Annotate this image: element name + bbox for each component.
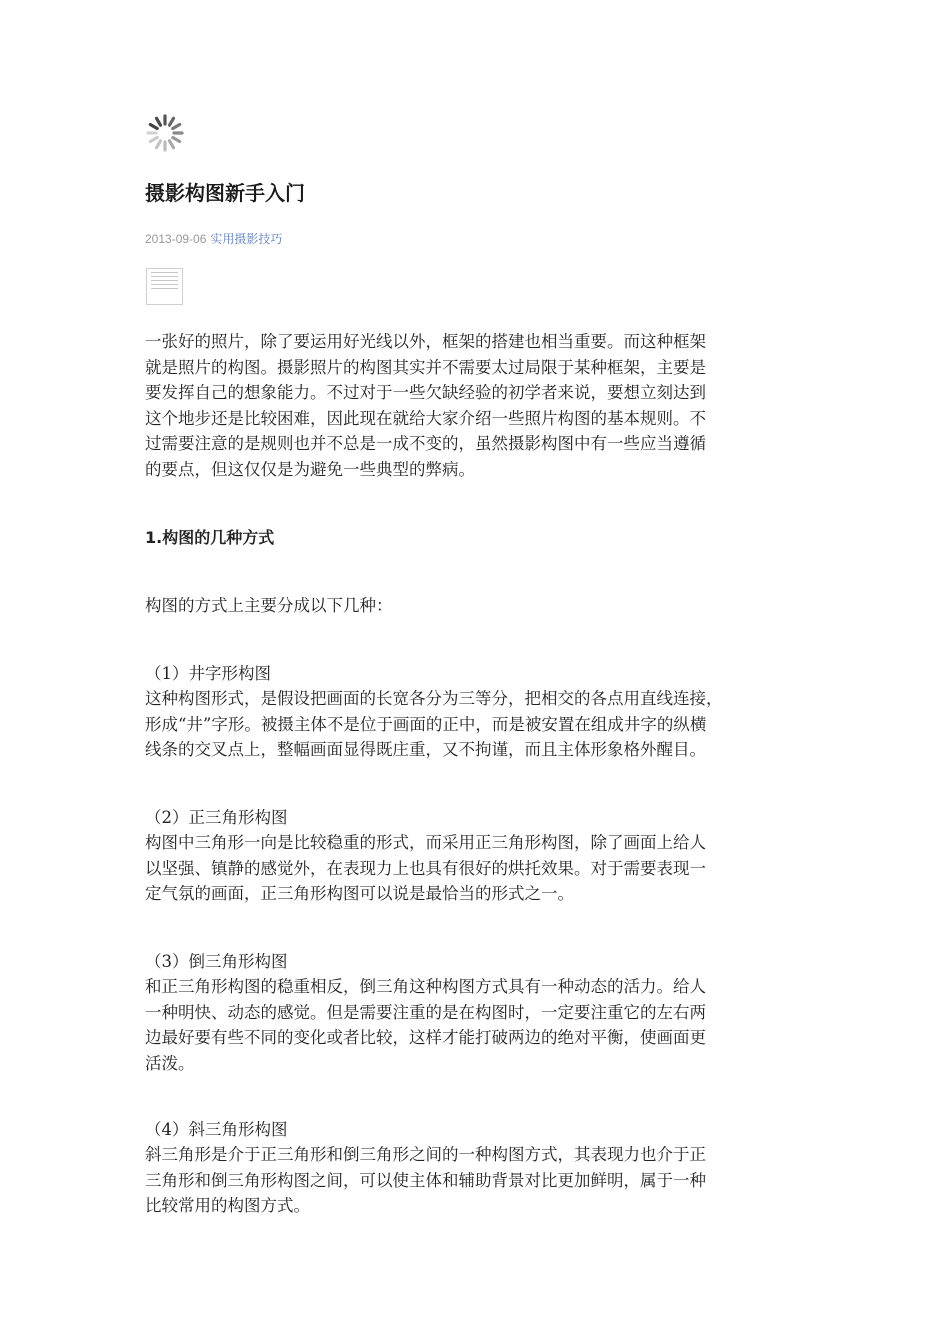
section-heading: 1.构图的几种方式 [145,528,275,547]
method-heading: （4）斜三角形构图 [145,1120,288,1139]
category-link[interactable]: 实用摄影技巧 [210,232,283,246]
loading-spinner-icon [145,113,185,153]
intro-paragraph [145,329,706,482]
intro-line: 这个地步还是比较困难，因此现在就给大家介绍一些照片构图的基本规则。不 [145,408,706,428]
article-date: 2013-09-06 [145,232,207,246]
article-meta [145,230,282,247]
section-intro: 构图的方式上主要分成以下几种： [145,596,393,615]
intro-line: 就是照片的构图。摄影照片的构图其实并不需要太过局限于某种框架，主要是 [145,357,706,377]
method-paragraph: 构图中三角形一向是比较稳重的形式，而采用正三角形构图，除了画面上给人 以坚强、镇静的感觉外，在表现力上也具有很好的烘托效果。对于需要表现一 定气氛的画面，正三角形构图可以说是最恰当的形式之一。 [145,833,706,903]
method-paragraph: 这种构图形式，是假设把画面的长宽各分为三等分，把相交的各点用直线连接， 形成“井”字形。被摄主体不是位于画面的正中，而是被安置在组成井字的纵横 线条的交叉点上，整幅画面显得既庄重，又不拘谨，而且主体形象格外醒目。 [145,689,723,759]
method-paragraph: 斜三角形是介于正三角形和倒三角形之间的一种构图方式，其表现力也介于正 三角形和倒三角形构图之间，可以使主体和辅助背景对比更加鲜明，属于一种 比较常用的构图方式。 [145,1145,706,1215]
image-thumbnail-icon[interactable] [146,268,183,305]
method-heading: （2）正三角形构图 [145,808,288,827]
intro-line: 要发挥自己的想象能力。不过对于一些欠缺经验的初学者来说，要想立刻达到 [145,383,706,402]
method-heading: （1）井字形构图 [145,664,271,683]
intro-line: 一张好的照片，除了要运用好光线以外，框架的搭建也相当重要。而这种框架 [145,332,706,351]
intro-line: 过需要注意的是规则也并不总是一成不变的，虽然摄影构图中有一些应当遵循 [145,434,706,453]
article-title: 摄影构图新手入门 [145,181,305,205]
method-heading: （3）倒三角形构图 [145,952,288,971]
method-paragraph: 和正三角形构图的稳重相反，倒三角这种构图方式具有一种动态的活力。给人 一种明快、动态的感觉。但是需要注重的是在构图时，一定要注重它的左右两 边最好要有些不同的变化或者比较，这样才能打破两边的绝对平衡，使画面更 活泼。 [145,977,706,1073]
intro-line: 的要点，但这仅仅是为避免一些典型的弊病。 [145,459,475,479]
